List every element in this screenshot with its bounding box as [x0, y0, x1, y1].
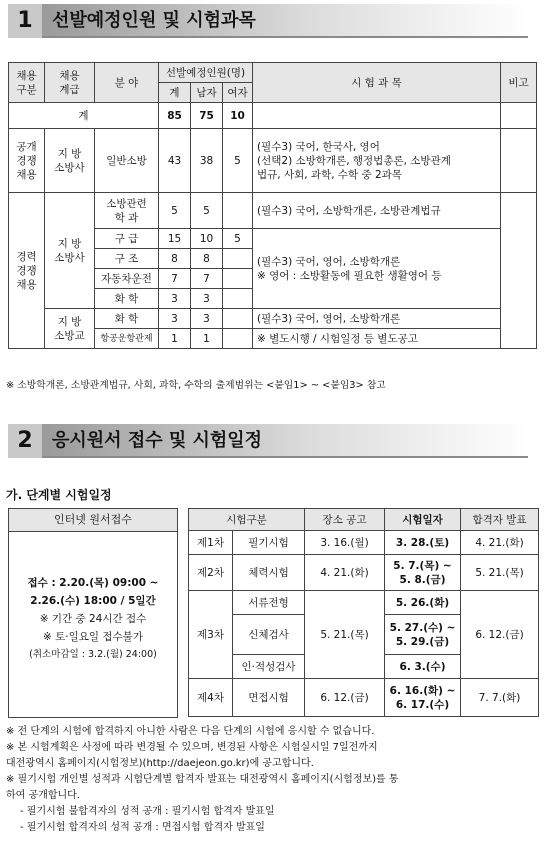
section-1-header: [8, 4, 528, 38]
col-subjects: 시 험 과 목: [253, 63, 501, 103]
section-2-header: [8, 424, 528, 458]
table-row: 자동차운전 7 7: [9, 269, 537, 289]
note-line: 대전광역시 홈페이지(시험정보)(http://daejeon.go.kr)에 공고합니다.: [6, 758, 314, 769]
table-row: 공개 경쟁 채용 지 방 소방사 일반소방 43 38 5 (필수3) 국어, 한국사, 영어 (선택2) 소방학개론, 행정법총론, 소방관계 법규, 사회, 과학, 수학 중 2과목: [9, 129, 537, 193]
notes: [6, 724, 536, 836]
note-line: 하여 공개합니다.: [6, 790, 80, 801]
col-level: 채용 계급: [45, 63, 95, 103]
table-row: 제2차 체력시험 4. 21.(화) 5. 7.(목) ~ 5. 8.(금) 5. 21.(목): [189, 555, 539, 591]
section-title: 응시원서 접수 및 시험일정: [52, 430, 263, 451]
note-line: ※ 전 단계의 시험에 합격하지 아니한 사람은 다음 단계의 시험에 응시할 수 없습니다.: [6, 726, 375, 737]
note-line: ※ 필기시험 개인별 성적과 시험단계별 합격자 발표는 대전광역시 홈페이지(시험정보)를 통: [6, 774, 399, 785]
table-row: 인·적성검사 6. 3.(수): [189, 655, 539, 679]
table-row: 구 조 8 8: [9, 249, 537, 269]
table-row: 경력 경쟁 채용 지 방 소방사 소방관련 학 과 5 5 (필수3) 국어, 소방학개론, 소방관계법규: [9, 193, 537, 229]
table-row: 항공운항관제 1 1 ※ 별도시행 / 시험일정 등 별도공고: [9, 329, 537, 349]
table-row: 신체검사 5. 27.(수) ~ 5. 29.(금): [189, 615, 539, 655]
application-box: 인터넷 원서접수 접수 : 2.20.(목) 09:00 ~ 2.26.(수) 18:00 / 5일간 ※ 기간 중 24시간 접수 ※ 토·일요일 접수불가 (취소마감일 : 3.2.(월) 24:00): [8, 508, 178, 718]
table-row: 화 학 3 3: [9, 289, 537, 309]
note-line: ※ 본 시험계획은 사정에 따라 변경될 수 있으며, 변경된 사항은 시험실시일 7일전까지: [6, 742, 378, 753]
col-total: 계: [159, 83, 191, 103]
col-result: 합격자 발표: [461, 509, 539, 531]
col-date: 시험일자: [385, 509, 461, 531]
application-header: 인터넷 원서접수: [9, 509, 177, 532]
col-remark: 비고: [501, 63, 537, 103]
schedule-table: [188, 508, 539, 717]
col-stage: 시험구분: [189, 509, 305, 531]
section-number: 1: [8, 4, 42, 38]
table-row: 제1차 필기시험 3. 16.(월) 3. 28.(토) 4. 21.(화): [189, 531, 539, 555]
table-row: 제3차 서류전형 5. 21.(목) 5. 26.(화) 6. 12.(금): [189, 591, 539, 615]
table-row: 계 85 75 10: [9, 103, 537, 129]
note-line: - 필기시험 합격자의 성적 공개 : 면접시험 합격자 발표일: [20, 822, 265, 833]
note-line: - 필기시험 불합격자의 성적 공개 : 필기시험 합격자 발표일: [20, 806, 275, 817]
table-row: 구 급 15 10 5 (필수3) 국어, 영어, 소방학개론 ※ 영어 : 소방활동에 필요한 생활영어 등: [9, 229, 537, 249]
table-row: 지 방 소방교 화 학 3 3 (필수3) 국어, 영어, 소방학개론: [9, 309, 537, 329]
subsection-title: 가. 단계별 시험일정: [6, 488, 112, 502]
col-male: 남자: [191, 83, 223, 103]
section-number: 2: [8, 424, 42, 458]
section-title: 선발예정인원 및 시험과목: [52, 10, 256, 31]
col-type: 채용 구분: [9, 63, 45, 103]
col-notice: 장소 공고: [305, 509, 385, 531]
table-row: 제4차 면접시험 6. 12.(금) 6. 16.(화) ~ 6. 17.(수) 7. 7.(화): [189, 679, 539, 717]
recruitment-table: [8, 62, 537, 349]
col-female: 여자: [223, 83, 253, 103]
col-quota: 선발예정인원(명): [159, 63, 253, 83]
col-field: 분 야: [95, 63, 159, 103]
note-scope: ※ 소방학개론, 소방관계법규, 사회, 과학, 수학의 출제범위는 <붙임1> ~ <붙임3> 참고: [6, 380, 386, 391]
